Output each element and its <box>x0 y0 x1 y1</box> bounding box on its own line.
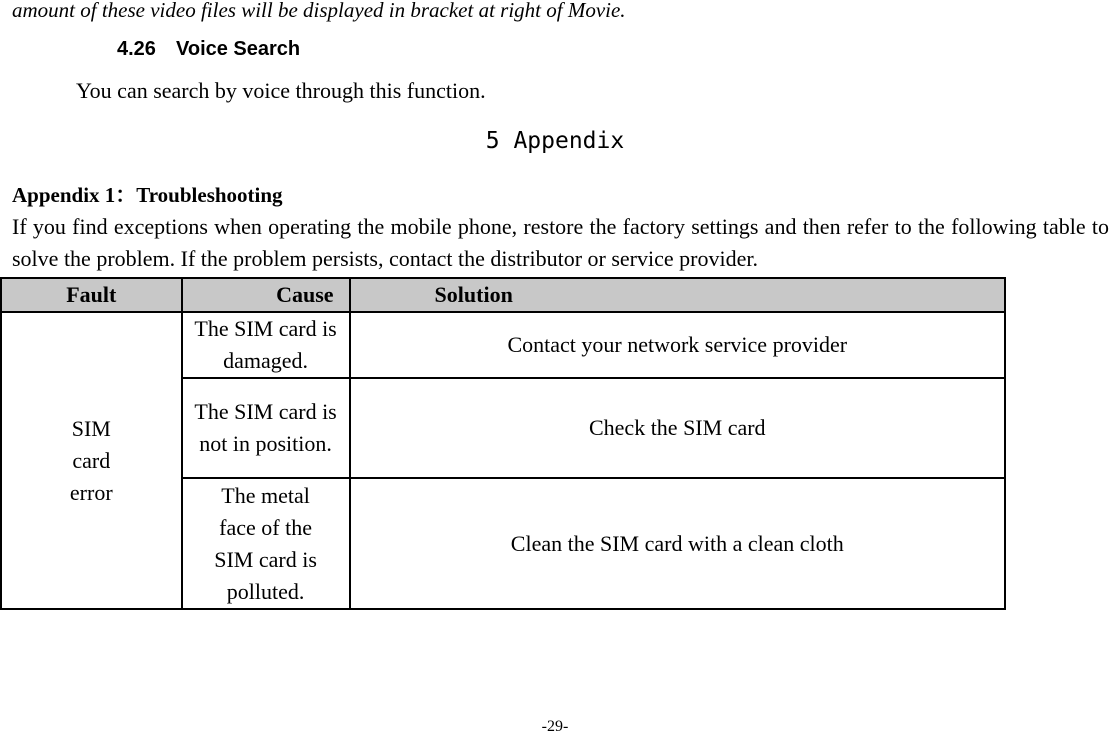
cause-cell: The SIM card is not in position. <box>182 378 350 478</box>
header-cause: Cause <box>182 278 350 312</box>
section-number: 4.26 <box>117 38 156 60</box>
appendix-paragraph: If you find exceptions when operating the mobile phone, restore the factory settings and then refer to the following table to solve the problem. If the problem persists, contact the distributor or service provider. <box>12 214 1109 271</box>
cause-cell: The metal face of the SIM card is polluted. <box>182 478 350 609</box>
chapter-title: 5 Appendix <box>485 128 625 154</box>
header-solution: Solution <box>350 278 1005 312</box>
table-row <box>1 312 1005 378</box>
appendix-title: Appendix 1：Troubleshooting <box>12 183 283 207</box>
troubleshooting-table <box>0 277 1006 610</box>
table-header-row <box>1 278 1005 312</box>
fault-cell: SIM card error <box>1 312 182 609</box>
section-title: Voice Search <box>176 38 301 60</box>
solution-cell: Contact your network service provider <box>350 312 1005 378</box>
page-number: -29- <box>541 718 569 735</box>
section-body: You can search by voice through this function. <box>76 78 486 103</box>
intro-text: amount of these video files will be displayed in bracket at right of Movie. <box>12 0 626 22</box>
solution-cell: Clean the SIM card with a clean cloth <box>350 478 1005 609</box>
cause-cell: The SIM card is damaged. <box>182 312 350 378</box>
solution-cell: Check the SIM card <box>350 378 1005 478</box>
header-fault: Fault <box>1 278 182 312</box>
